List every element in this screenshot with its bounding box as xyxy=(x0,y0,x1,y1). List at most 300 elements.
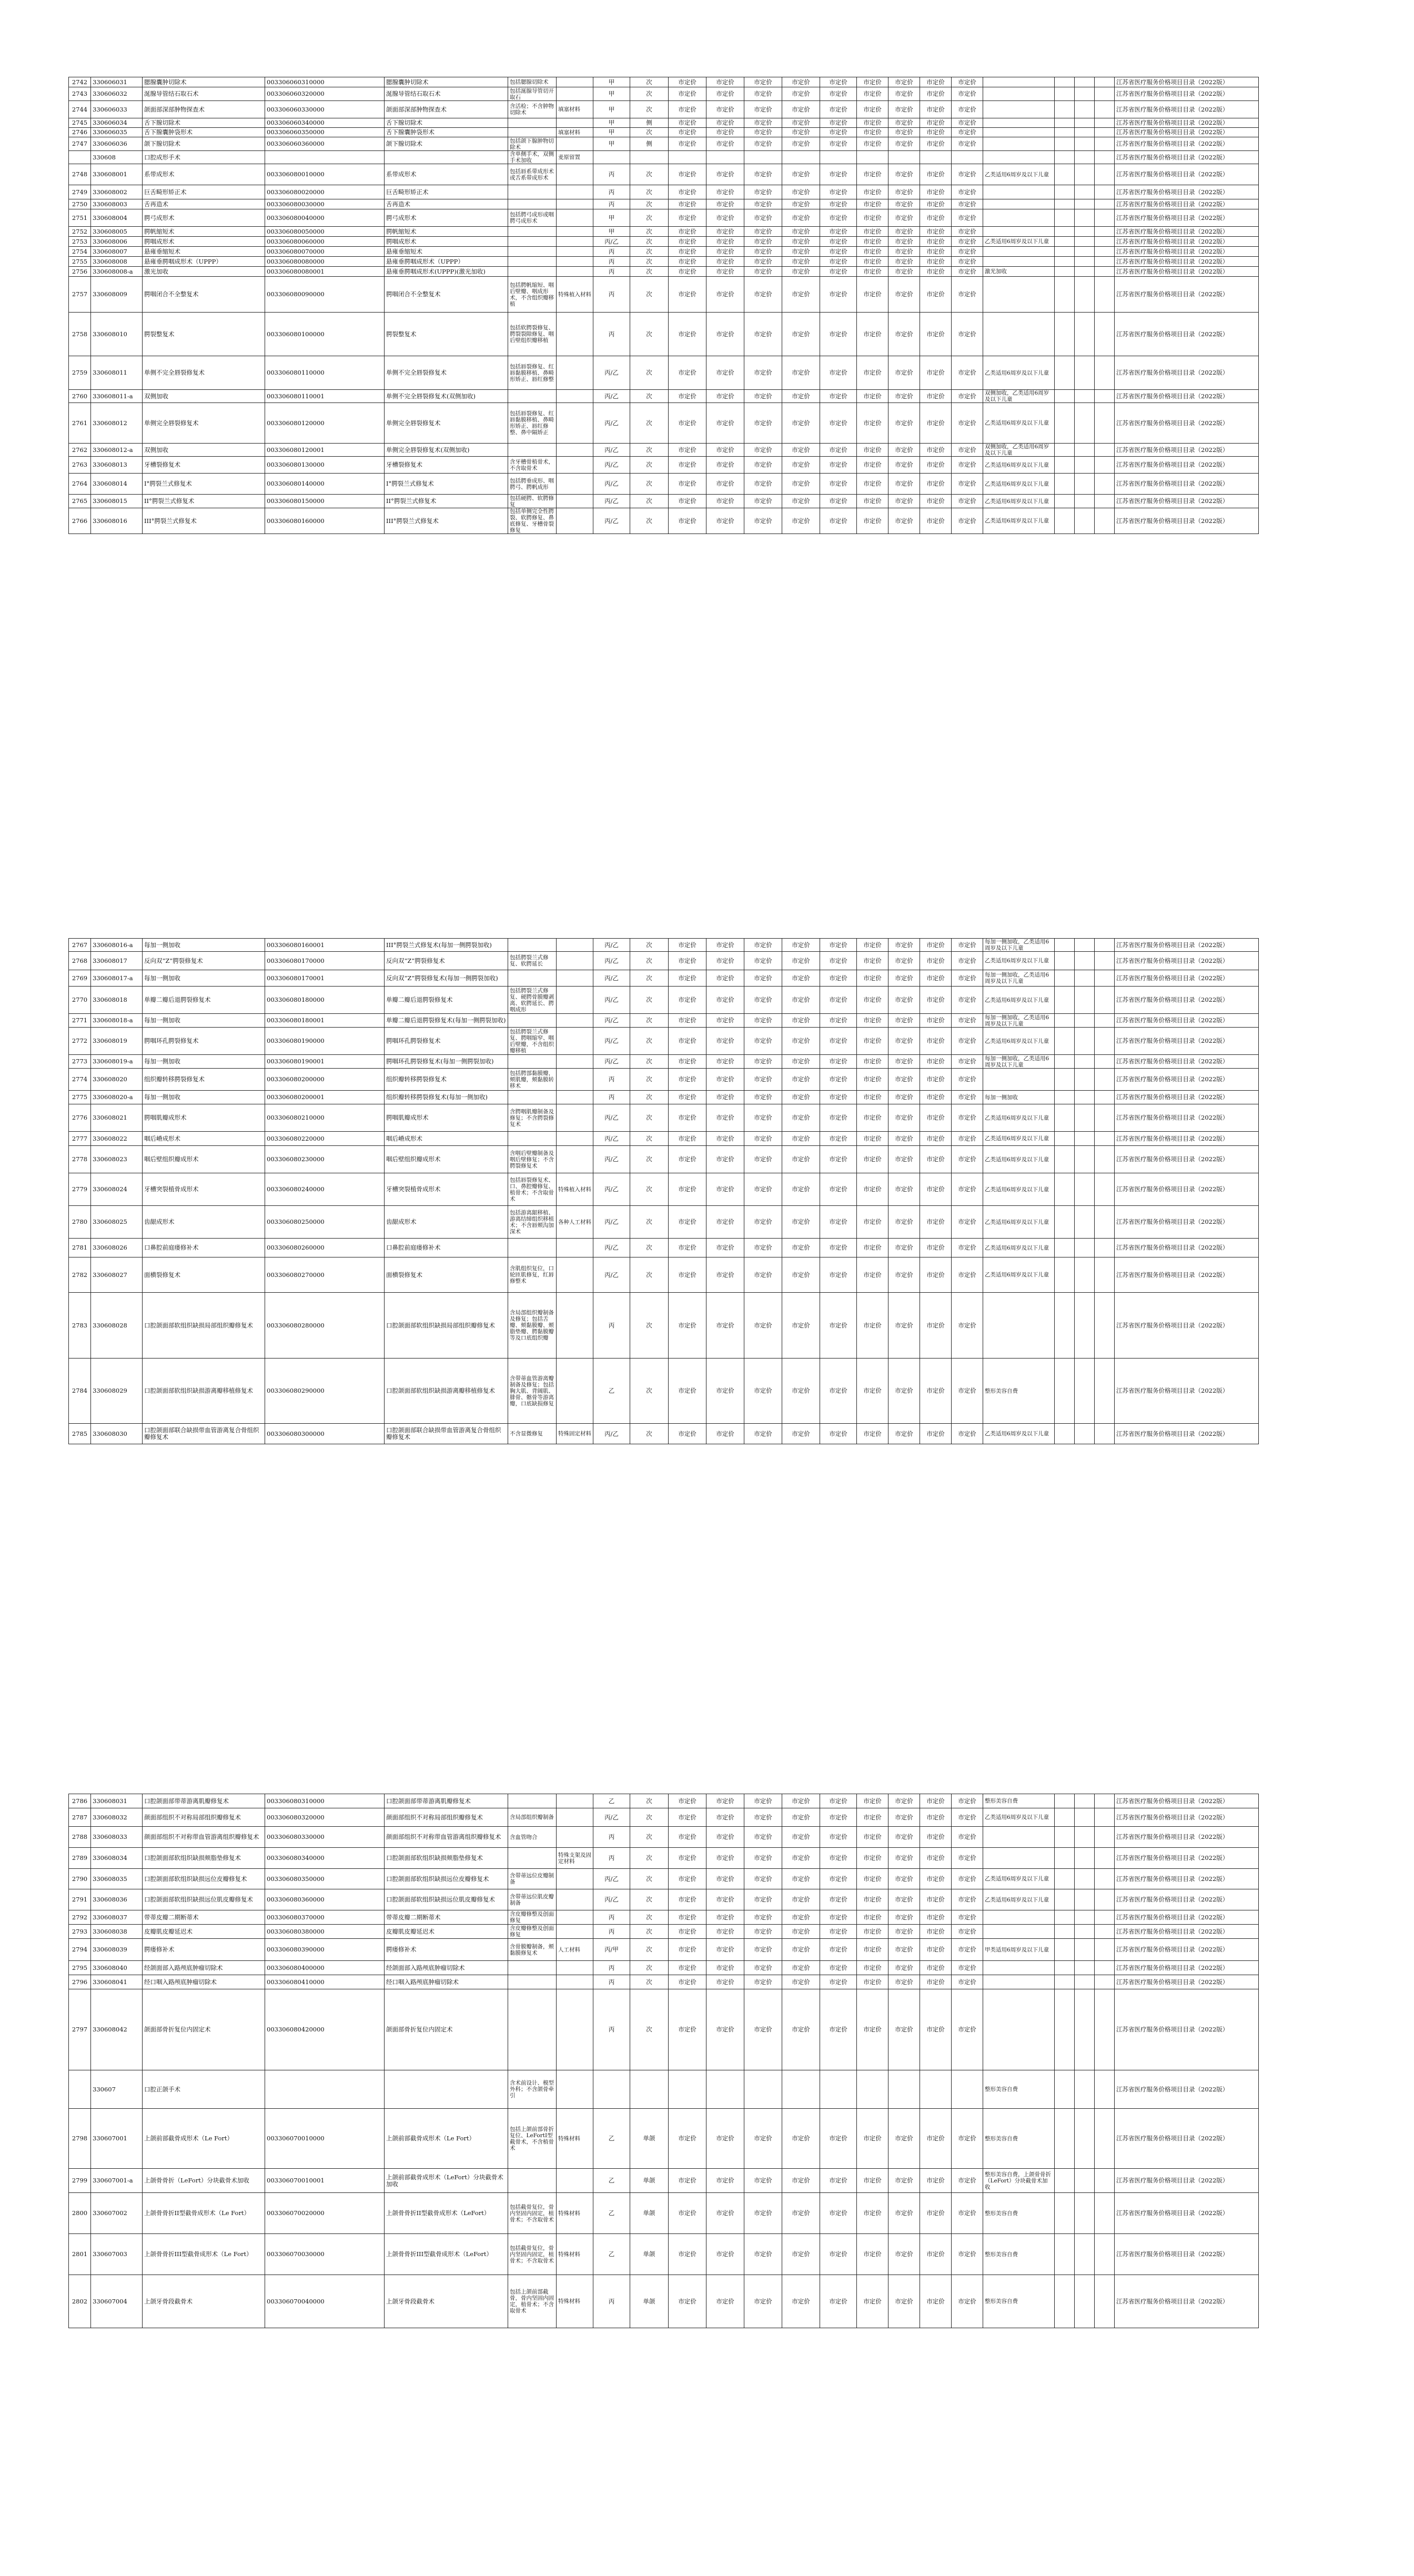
table-cell: 330608013 xyxy=(91,457,143,474)
table-cell: 舌下腺切除术 xyxy=(385,118,508,128)
table-cell: 2790 xyxy=(69,1869,91,1889)
table-cell: 市定价 xyxy=(857,1359,888,1424)
table-cell: 单瓣二瓣后退腭裂修复术 xyxy=(143,987,265,1014)
table-cell: 江苏省医疗服务价格项目目录（2022版） xyxy=(1115,1939,1259,1961)
table-cell: 单颌 xyxy=(630,2275,669,2328)
table-cell xyxy=(1075,1961,1095,1975)
table-cell xyxy=(557,247,593,257)
table-cell: 330608032 xyxy=(91,1808,143,1827)
table-cell: 麦原留置 xyxy=(557,151,593,164)
table-cell: 舌下腺囊肿袋形术 xyxy=(385,128,508,137)
table-cell: 市定价 xyxy=(706,1091,744,1104)
table-cell xyxy=(1075,128,1095,137)
table-cell: 市定价 xyxy=(744,2169,782,2193)
table-cell: 市定价 xyxy=(952,2275,983,2328)
table-cell: 丙/乙 xyxy=(593,1869,630,1889)
table-cell xyxy=(1095,267,1115,277)
table-cell: 市定价 xyxy=(782,1055,820,1069)
table-cell: 市定价 xyxy=(820,128,857,137)
table-row xyxy=(69,1359,1259,1424)
table-cell: 市定价 xyxy=(782,1889,820,1910)
table-cell: 330608039 xyxy=(91,1939,143,1961)
table-row xyxy=(69,128,1259,137)
table-cell: 市定价 xyxy=(669,237,706,247)
table-cell xyxy=(1075,987,1095,1014)
table-cell xyxy=(1095,151,1115,164)
table-cell xyxy=(557,227,593,237)
table-cell: 乙类适用6周岁及以下儿童 xyxy=(983,1869,1055,1889)
table-cell xyxy=(557,1869,593,1889)
table-cell: 2799 xyxy=(69,2169,91,2193)
table-cell: 含单侧手术，双侧手术加收 xyxy=(508,151,557,164)
table-cell: 包括截骨复位，骨内坚固内固定，植骨术；不含取骨术 xyxy=(508,2234,557,2275)
table-cell: 330607004 xyxy=(91,2275,143,2328)
table-row xyxy=(69,151,1259,164)
table-cell xyxy=(1075,1069,1095,1091)
table-cell xyxy=(1055,457,1075,474)
table-cell: 悬雍垂腭咽成形术（UPPP） xyxy=(143,257,265,267)
table-cell: 市定价 xyxy=(920,313,952,356)
table-row xyxy=(69,1424,1259,1444)
table-cell: 甲 xyxy=(593,87,630,101)
table-cell: 市定价 xyxy=(857,1869,888,1889)
table-cell: 市定价 xyxy=(857,1132,888,1146)
table-cell xyxy=(1075,1257,1095,1293)
table-cell: 齿龈成形术 xyxy=(143,1206,265,1239)
table-cell: 甲 xyxy=(593,137,630,151)
table-cell: 舌下腺切除术 xyxy=(143,118,265,128)
table-cell: 2774 xyxy=(69,1069,91,1091)
table-cell: 2766 xyxy=(69,508,91,534)
table-cell: 江苏省医疗服务价格项目目录（2022版） xyxy=(1115,1028,1259,1055)
table-cell: 丙/乙 xyxy=(593,390,630,403)
table-cell: 市定价 xyxy=(782,1146,820,1173)
table-cell: 市定价 xyxy=(857,277,888,313)
price-table-page-2 xyxy=(68,938,1259,1444)
table-cell: 整形美容自费 xyxy=(983,2109,1055,2169)
table-cell: 市定价 xyxy=(888,1146,920,1173)
table-cell: 市定价 xyxy=(744,1055,782,1069)
table-cell: 市定价 xyxy=(920,199,952,209)
table-cell: 市定价 xyxy=(782,77,820,87)
table-cell xyxy=(1055,1014,1075,1028)
table-cell: 市定价 xyxy=(669,1257,706,1293)
table-cell: 330608031 xyxy=(91,1794,143,1808)
table-cell: 江苏省医疗服务价格项目目录（2022版） xyxy=(1115,227,1259,237)
table-cell: 2753 xyxy=(69,237,91,247)
table-cell: 市定价 xyxy=(706,1104,744,1132)
table-cell: 市定价 xyxy=(706,1925,744,1939)
table-row xyxy=(69,77,1259,87)
table-cell xyxy=(1095,1146,1115,1173)
table-cell: 丙 xyxy=(593,1848,630,1869)
table-cell: 市定价 xyxy=(744,137,782,151)
table-row xyxy=(69,87,1259,101)
table-cell xyxy=(557,457,593,474)
table-cell: 市定价 xyxy=(888,1173,920,1206)
table-cell: 市定价 xyxy=(669,2169,706,2193)
table-cell: 江苏省医疗服务价格项目目录（2022版） xyxy=(1115,101,1259,118)
table-cell xyxy=(1075,118,1095,128)
table-cell: 市定价 xyxy=(782,987,820,1014)
table-cell: 市定价 xyxy=(782,1104,820,1132)
table-cell xyxy=(1095,1206,1115,1239)
table-cell xyxy=(1095,2275,1115,2328)
table-cell: 市定价 xyxy=(952,87,983,101)
table-cell xyxy=(557,77,593,87)
table-cell: 丙 xyxy=(593,199,630,209)
table-cell xyxy=(1055,128,1075,137)
table-cell: 市定价 xyxy=(888,495,920,508)
table-cell: 市定价 xyxy=(888,164,920,185)
table-cell: 次 xyxy=(630,1132,669,1146)
table-cell: 2794 xyxy=(69,1939,91,1961)
table-cell: 市定价 xyxy=(857,267,888,277)
table-cell: 市定价 xyxy=(952,939,983,952)
table-cell xyxy=(508,1091,557,1104)
table-cell xyxy=(557,199,593,209)
table-cell: 颜面部组织不对称局部组织瓣修复术 xyxy=(143,1808,265,1827)
table-cell: 市定价 xyxy=(744,1794,782,1808)
table-cell: 市定价 xyxy=(952,1069,983,1091)
table-cell: 乙 xyxy=(593,2234,630,2275)
table-cell: 2770 xyxy=(69,987,91,1014)
table-cell: 丙/乙 xyxy=(593,1889,630,1910)
table-row xyxy=(69,1069,1259,1091)
table-cell: 江苏省医疗服务价格项目目录（2022版） xyxy=(1115,267,1259,277)
table-cell: 330608012-a xyxy=(91,444,143,457)
table-cell xyxy=(1055,2169,1075,2193)
table-cell xyxy=(385,2070,508,2109)
table-cell: 003306070040000 xyxy=(265,2275,385,2328)
table-cell xyxy=(1095,247,1115,257)
table-cell: 次 xyxy=(630,277,669,313)
table-cell xyxy=(983,1925,1055,1939)
table-cell: 330607001 xyxy=(91,2109,143,2169)
table-cell: 腭咽肌瓣成形术 xyxy=(143,1104,265,1132)
table-cell: 330608003 xyxy=(91,199,143,209)
table-row xyxy=(69,1989,1259,2070)
table-cell: 市定价 xyxy=(888,1848,920,1869)
table-cell: 江苏省医疗服务价格项目目录（2022版） xyxy=(1115,1910,1259,1925)
table-cell xyxy=(983,257,1055,267)
table-row xyxy=(69,1975,1259,1989)
table-cell xyxy=(1075,1359,1095,1424)
table-cell: 整形美容自费 xyxy=(983,2234,1055,2275)
table-cell xyxy=(1055,1359,1075,1424)
table-cell: 丙/乙 xyxy=(593,987,630,1014)
table-cell: 丙 xyxy=(593,1910,630,1925)
table-cell: 腭裂整复术 xyxy=(143,313,265,356)
table-cell: 乙类适用6周岁及以下儿童 xyxy=(983,1028,1055,1055)
table-cell: 涎腺导管结石取石术 xyxy=(385,87,508,101)
table-cell: 次 xyxy=(630,164,669,185)
table-cell: 市定价 xyxy=(820,390,857,403)
table-cell: 甲 xyxy=(593,128,630,137)
table-cell: 市定价 xyxy=(744,390,782,403)
table-cell: 市定价 xyxy=(744,2193,782,2234)
table-cell xyxy=(557,1239,593,1257)
table-row xyxy=(69,952,1259,970)
table-cell: 单颌 xyxy=(630,2234,669,2275)
table-cell xyxy=(1095,1827,1115,1848)
table-cell: 市定价 xyxy=(857,247,888,257)
table-cell: 市定价 xyxy=(888,1910,920,1925)
table-cell xyxy=(1095,2169,1115,2193)
table-cell: 市定价 xyxy=(857,1827,888,1848)
table-cell: 市定价 xyxy=(744,1173,782,1206)
table-cell: 003306080230000 xyxy=(265,1146,385,1173)
table-cell xyxy=(669,151,706,164)
table-cell: I°腭裂兰式修复术 xyxy=(385,474,508,495)
table-cell: 市定价 xyxy=(669,164,706,185)
table-cell: 市定价 xyxy=(857,101,888,118)
table-cell: 反向双“Z”腭裂修复术(每加一侧腭裂加收) xyxy=(385,970,508,987)
table-cell: 市定价 xyxy=(857,474,888,495)
table-cell: 市定价 xyxy=(888,952,920,970)
table-cell: 市定价 xyxy=(706,1869,744,1889)
table-cell: 330608028 xyxy=(91,1293,143,1359)
table-cell: 市定价 xyxy=(920,1132,952,1146)
table-cell: 市定价 xyxy=(820,87,857,101)
table-cell: 市定价 xyxy=(920,1794,952,1808)
table-cell: 市定价 xyxy=(782,1869,820,1889)
table-cell: 330607 xyxy=(91,2070,143,2109)
table-cell: 市定价 xyxy=(706,457,744,474)
table-cell: 市定价 xyxy=(857,1424,888,1444)
table-cell: 江苏省医疗服务价格项目目录（2022版） xyxy=(1115,237,1259,247)
table-cell: 市定价 xyxy=(744,277,782,313)
table-cell: 2781 xyxy=(69,1239,91,1257)
table-cell: 市定价 xyxy=(857,164,888,185)
table-cell: 市定价 xyxy=(820,1293,857,1359)
table-cell: 市定价 xyxy=(857,1925,888,1939)
table-cell xyxy=(1095,939,1115,952)
table-cell: 市定价 xyxy=(669,2109,706,2169)
table-cell: 组织瓣转移腭裂修复术 xyxy=(143,1069,265,1091)
table-cell: 乙类适用6周岁及以下儿童 xyxy=(983,1808,1055,1827)
table-cell: 市定价 xyxy=(706,277,744,313)
table-cell: 市定价 xyxy=(782,1359,820,1424)
table-cell: 市定价 xyxy=(857,1091,888,1104)
table-cell: 江苏省医疗服务价格项目目录（2022版） xyxy=(1115,1173,1259,1206)
table-cell xyxy=(508,199,557,209)
table-cell: 市定价 xyxy=(857,1239,888,1257)
table-cell: 乙类适用6周岁及以下儿童 xyxy=(983,987,1055,1014)
table-cell: 市定价 xyxy=(669,1975,706,1989)
table-cell: 330608016 xyxy=(91,508,143,534)
table-cell: 颜面部组织不对称带血管游离组织瓣修复术 xyxy=(385,1827,508,1848)
table-cell xyxy=(1095,495,1115,508)
table-cell: 市定价 xyxy=(920,77,952,87)
table-cell: 市定价 xyxy=(782,101,820,118)
table-cell: 市定价 xyxy=(952,1827,983,1848)
table-cell: 丙/甲 xyxy=(593,1939,630,1961)
table-cell xyxy=(1055,1173,1075,1206)
table-cell: 各种人工材料 xyxy=(557,1206,593,1239)
table-cell: 003306080340000 xyxy=(265,1848,385,1869)
table-cell xyxy=(744,2070,782,2109)
table-cell xyxy=(508,1132,557,1146)
table-cell xyxy=(557,1808,593,1827)
table-cell: 市定价 xyxy=(888,939,920,952)
table-cell: 330608008 xyxy=(91,257,143,267)
table-cell xyxy=(1055,1293,1075,1359)
table-cell: 市定价 xyxy=(952,508,983,534)
table-cell: 单侧不完全唇裂修复术 xyxy=(143,356,265,390)
table-cell xyxy=(1075,1848,1095,1869)
table-cell: 次 xyxy=(630,185,669,199)
table-cell xyxy=(385,151,508,164)
table-cell xyxy=(557,1257,593,1293)
table-cell: 江苏省医疗服务价格项目目录（2022版） xyxy=(1115,1869,1259,1889)
table-cell: 2764 xyxy=(69,474,91,495)
table-cell xyxy=(920,2070,952,2109)
table-cell: 市定价 xyxy=(669,267,706,277)
table-cell: 003306080010000 xyxy=(265,164,385,185)
table-cell xyxy=(1075,237,1095,247)
table-cell: 次 xyxy=(630,257,669,267)
table-cell: 市定价 xyxy=(920,444,952,457)
table-cell: 江苏省医疗服务价格项目目录（2022版） xyxy=(1115,1206,1259,1239)
table-cell: 江苏省医疗服务价格项目目录（2022版） xyxy=(1115,495,1259,508)
table-cell: 市定价 xyxy=(744,267,782,277)
table-row xyxy=(69,939,1259,952)
table-cell xyxy=(1075,1808,1095,1827)
table-cell: 次 xyxy=(630,1055,669,1069)
table-cell: 市定价 xyxy=(888,1961,920,1975)
table-cell: 包括颌下腺肿物切除术 xyxy=(508,137,557,151)
table-cell: 市定价 xyxy=(857,1028,888,1055)
table-cell: 舌再造术 xyxy=(143,199,265,209)
table-cell: 市定价 xyxy=(820,1104,857,1132)
table-cell: 丙/乙 xyxy=(593,1808,630,1827)
table-cell: 市定价 xyxy=(669,356,706,390)
table-cell: 市定价 xyxy=(820,939,857,952)
table-cell: 003306080160001 xyxy=(265,939,385,952)
table-cell: 003306080380000 xyxy=(265,1925,385,1939)
table-cell: 市定价 xyxy=(952,1091,983,1104)
table-cell: 市定价 xyxy=(952,1869,983,1889)
table-cell: 次 xyxy=(630,1848,669,1869)
table-cell: 2759 xyxy=(69,356,91,390)
table-cell: 市定价 xyxy=(744,1206,782,1239)
table-row xyxy=(69,970,1259,987)
table-cell: 市定价 xyxy=(820,474,857,495)
table-cell: 市定价 xyxy=(920,1028,952,1055)
table-cell xyxy=(1055,2275,1075,2328)
table-cell: 市定价 xyxy=(782,199,820,209)
table-cell: 市定价 xyxy=(920,1091,952,1104)
table-cell: 江苏省医疗服务价格项目目录（2022版） xyxy=(1115,952,1259,970)
table-row xyxy=(69,2275,1259,2328)
table-cell: 面横裂修复术 xyxy=(385,1257,508,1293)
table-cell: 市定价 xyxy=(820,1146,857,1173)
table-cell xyxy=(508,390,557,403)
table-cell xyxy=(1075,1146,1095,1173)
table-cell xyxy=(630,2070,669,2109)
table-cell: 市定价 xyxy=(744,444,782,457)
table-cell: 市定价 xyxy=(820,1827,857,1848)
table-cell xyxy=(1055,1889,1075,1910)
table-cell: 市定价 xyxy=(820,1257,857,1293)
table-cell: 市定价 xyxy=(888,101,920,118)
table-cell: 乙类适用6周岁及以下儿童 xyxy=(983,495,1055,508)
table-cell xyxy=(557,1827,593,1848)
table-cell: 市定价 xyxy=(669,457,706,474)
table-cell xyxy=(1075,2234,1095,2275)
table-cell xyxy=(1055,1869,1075,1889)
table-cell xyxy=(1055,151,1075,164)
table-cell: 次 xyxy=(630,199,669,209)
table-cell: 每加一侧加收 xyxy=(143,1055,265,1069)
table-cell xyxy=(1095,227,1115,237)
table-cell: 市定价 xyxy=(952,356,983,390)
table-cell: 乙类适用6周岁及以下儿童 xyxy=(983,952,1055,970)
table-cell: 市定价 xyxy=(669,390,706,403)
table-cell xyxy=(1075,1794,1095,1808)
table-cell: 市定价 xyxy=(920,1939,952,1961)
table-cell: 003306080110001 xyxy=(265,390,385,403)
table-cell: 003306080020000 xyxy=(265,185,385,199)
table-cell: 市定价 xyxy=(888,987,920,1014)
table-cell: 市定价 xyxy=(920,390,952,403)
table-cell: 003306080360000 xyxy=(265,1889,385,1910)
table-cell xyxy=(983,199,1055,209)
table-cell: 市定价 xyxy=(888,2193,920,2234)
table-cell: 市定价 xyxy=(920,1989,952,2070)
table-cell: 丙/乙 xyxy=(593,1028,630,1055)
table-cell xyxy=(1055,952,1075,970)
table-cell xyxy=(1095,1975,1115,1989)
table-cell: 甲 xyxy=(593,209,630,227)
table-cell: 次 xyxy=(630,77,669,87)
table-cell: 市定价 xyxy=(952,237,983,247)
table-cell: 乙类适用6周岁及以下儿童 xyxy=(983,1206,1055,1239)
table-cell: 2798 xyxy=(69,2109,91,2169)
table-cell: 2786 xyxy=(69,1794,91,1808)
table-cell xyxy=(983,151,1055,164)
table-cell: 市定价 xyxy=(820,1961,857,1975)
table-cell xyxy=(508,257,557,267)
table-cell: 乙类适用6周岁及以下儿童 xyxy=(983,403,1055,444)
table-cell: 市定价 xyxy=(857,987,888,1014)
table-cell: 003306060360000 xyxy=(265,137,385,151)
table-cell: 市定价 xyxy=(820,247,857,257)
table-cell: 市定价 xyxy=(952,1975,983,1989)
table-cell xyxy=(1075,2070,1095,2109)
table-cell: 003306080120000 xyxy=(265,403,385,444)
table-cell: 颜面部组织不对称带血管游离组织瓣修复术 xyxy=(143,1827,265,1848)
table-cell xyxy=(1095,1091,1115,1104)
table-cell: 市定价 xyxy=(952,199,983,209)
table-cell: 次 xyxy=(630,1989,669,2070)
table-cell xyxy=(1095,1848,1115,1869)
table-cell: 003306080330000 xyxy=(265,1827,385,1848)
table-cell: 市定价 xyxy=(669,970,706,987)
table-cell: 市定价 xyxy=(920,1206,952,1239)
table-cell xyxy=(557,356,593,390)
table-cell: 003306060330000 xyxy=(265,101,385,118)
table-cell: 330606033 xyxy=(91,101,143,118)
table-cell: 330608011 xyxy=(91,356,143,390)
table-cell: 市定价 xyxy=(952,2234,983,2275)
table-cell: 特殊支架及固定材料 xyxy=(557,1848,593,1869)
table-cell xyxy=(1075,970,1095,987)
table-cell: 市定价 xyxy=(669,199,706,209)
table-cell: 市定价 xyxy=(744,1910,782,1925)
table-cell: 悬雍垂缩短术 xyxy=(385,247,508,257)
